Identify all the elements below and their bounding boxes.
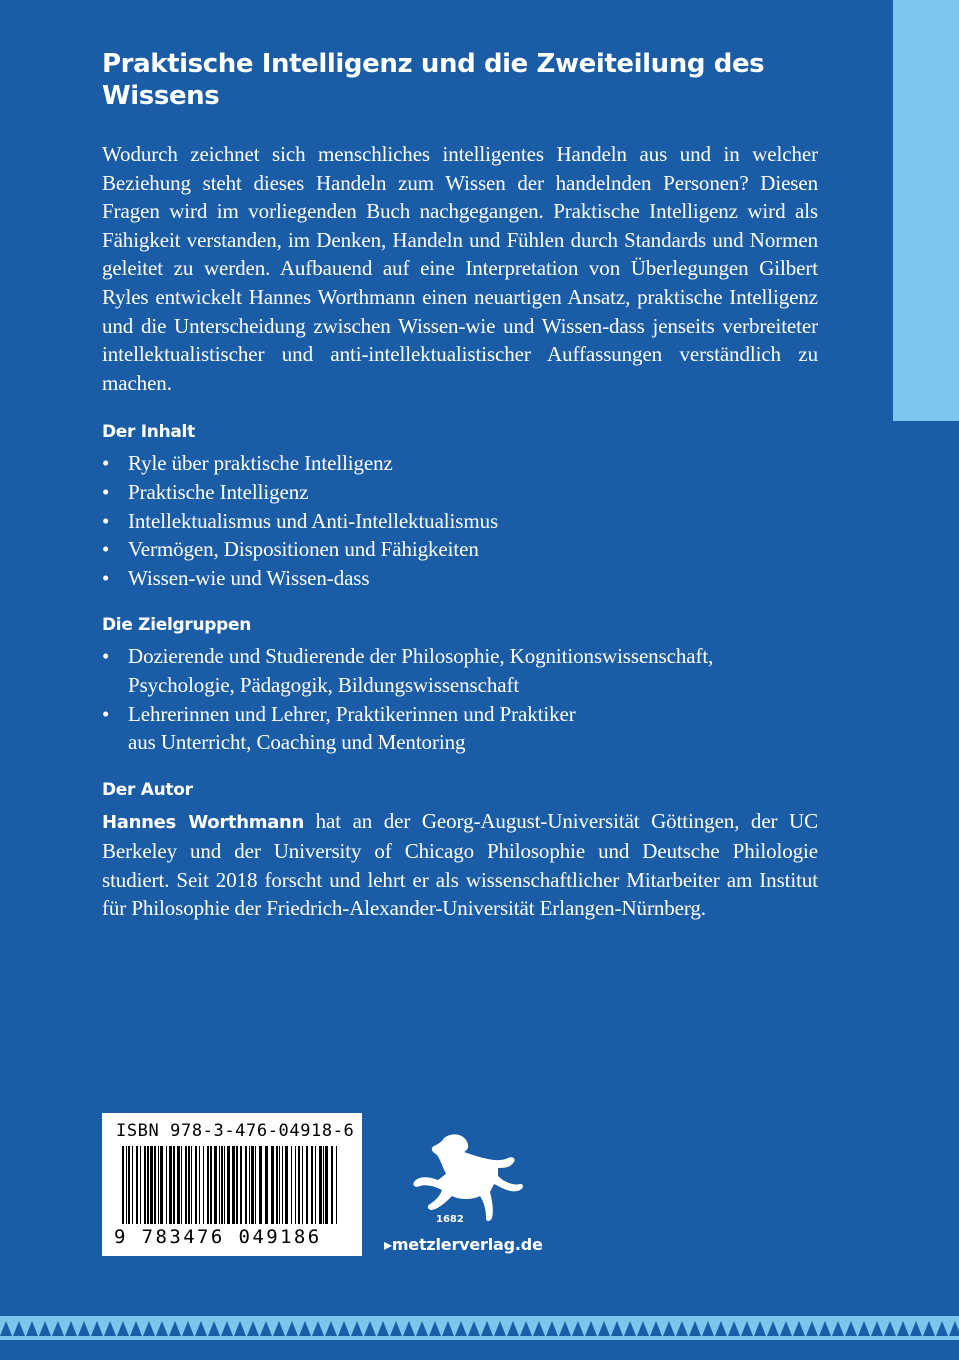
barcode-bar <box>306 1146 308 1224</box>
barcode-bar <box>271 1146 274 1224</box>
list-item: • Lehrerinnen und Lehrer, Praktikerinnen und Praktiker aus Unterricht, Coaching und Mentoring <box>102 701 576 755</box>
barcode-digits: 9 783476 049186 <box>114 1226 322 1248</box>
barcode-bar <box>295 1146 296 1224</box>
barcode-bar <box>311 1146 313 1224</box>
bullet-icon: • <box>102 701 110 726</box>
barcode-bar <box>285 1146 288 1224</box>
barcode-bar <box>136 1146 138 1224</box>
barcode-box <box>102 1113 362 1256</box>
barcode-bar <box>302 1146 303 1224</box>
list-item: • Wissen-wie und Wissen-dass <box>102 564 818 593</box>
list-item: • Praktische Intelligenz <box>102 478 818 507</box>
list-item: • Vermögen, Dispositionen und Fähigkeiten <box>102 535 818 564</box>
barcode-bar <box>140 1146 141 1224</box>
barcode-bar <box>259 1146 262 1224</box>
horse-logo-icon <box>400 1130 530 1225</box>
barcode-bar <box>315 1146 316 1224</box>
barcode-bar <box>203 1146 204 1224</box>
barcode-bar <box>232 1146 235 1224</box>
bullet-icon: • <box>102 565 110 590</box>
barcode-bar <box>219 1146 220 1224</box>
bullet-icon: • <box>102 479 110 504</box>
barcode-bar <box>251 1146 254 1224</box>
intro-paragraph: Wodurch zeichnet sich menschliches intelligentes Handeln aus und in welcher Beziehung steht dieses Handeln zum Wissen der handelnden Personen? Diesen Fragen wird im vorliegenden Buch nachgegangen. Praktische Intelligenz wird als Fähigkeit verstanden, im Denken, Handeln und Fühlen durch Standards und Normen geleitet zu werden. Aufbauend auf eine Interpretation von Überlegungen Gilbert Ryles entwickelt Hannes Worthmann einen neuartigen Ansatz, praktische Intelligenz und die Unterscheidung zwischen Wissen-wie und Wissen-dass jenseits verbreiteter intellektualistischer und anti-intellektualistischer Auffassungen verständlich zu machen. <box>102 142 818 395</box>
isbn-label: ISBN 978-3-476-04918-6 <box>116 1121 355 1141</box>
author-bio: hat an der Georg-August-Universität Göttingen, der UC Berkeley und der University of Chicago Philosophie und Deutsche Philologie studiert. Seit 2018 forscht und lehrt er als wissenschaftlicher Mitarbeiter am Institut für Philosophie der Friedrich-Alexander-Universität Erlangen-Nürnberg. <box>102 808 818 921</box>
inhalt-list <box>102 449 818 592</box>
barcode-bar <box>227 1146 230 1224</box>
barcode-bar <box>188 1146 190 1224</box>
barcode-bar <box>128 1146 130 1224</box>
barcode-bar <box>331 1146 333 1224</box>
zielgruppen-heading: Die Zielgruppen <box>102 615 252 636</box>
barcode-bar <box>160 1146 163 1224</box>
autor-heading: Der Autor <box>102 779 193 800</box>
barcode-bar <box>323 1146 324 1224</box>
barcode-bar <box>279 1146 280 1224</box>
barcode-bar <box>185 1146 187 1224</box>
author-paragraph <box>102 807 818 923</box>
decorative-border <box>0 1316 959 1340</box>
logo-year: 1682 <box>436 1214 464 1225</box>
barcode-bar <box>150 1146 153 1224</box>
barcode-bar <box>236 1146 238 1224</box>
barcode-bar <box>191 1146 192 1224</box>
barcode-bar <box>132 1146 133 1224</box>
list-item: • Dozierende und Studierende der Philosophie, Kognitionswissenschaft, Psychologie, Pädagogik, Bildungswissenschaft <box>102 644 714 697</box>
barcode-bar <box>325 1146 328 1224</box>
author-name: Hannes Worthmann <box>102 811 305 833</box>
barcode-bar <box>144 1146 146 1224</box>
list-item: • Intellektualismus und Anti-Intellektualismus <box>102 507 818 536</box>
book-title: Praktische Intelligenz und die Zweiteilung des Wissens <box>102 49 765 111</box>
barcode-bar <box>240 1146 242 1224</box>
bullet-icon: • <box>102 537 110 562</box>
barcode-bar <box>195 1146 197 1224</box>
barcode-bar <box>169 1146 172 1224</box>
barcode-bar <box>210 1146 212 1224</box>
barcode-bar <box>154 1146 156 1224</box>
barcode-bar <box>207 1146 209 1224</box>
barcode-bar <box>221 1146 223 1224</box>
accent-side-tab <box>893 0 959 421</box>
barcode-bar <box>199 1146 200 1224</box>
barcode-bar <box>336 1146 337 1224</box>
barcode-bar <box>319 1146 322 1224</box>
bullet-icon: • <box>102 451 110 476</box>
barcode-icon <box>122 1146 342 1226</box>
barcode-bar <box>126 1146 127 1224</box>
barcode-bar <box>177 1146 180 1224</box>
barcode-bar <box>276 1146 278 1224</box>
list-item: • Ryle über praktische Intelligenz <box>102 449 818 478</box>
back-cover-content <box>102 48 818 923</box>
zielgruppen-list <box>102 642 818 756</box>
barcode-bar <box>122 1146 124 1224</box>
barcode-bar <box>282 1146 283 1224</box>
barcode-bar <box>249 1146 250 1224</box>
inhalt-heading: Der Inhalt <box>102 422 195 443</box>
bullet-icon: • <box>102 644 110 669</box>
barcode-bar <box>245 1146 247 1224</box>
barcode-bar <box>224 1146 225 1224</box>
barcode-bar <box>265 1146 268 1224</box>
barcode-bar <box>147 1146 149 1224</box>
barcode-bar <box>255 1146 256 1224</box>
barcode-bar <box>173 1146 175 1224</box>
publisher-url[interactable]: ▸metzlerverlag.de <box>384 1235 543 1254</box>
barcode-bar <box>298 1146 300 1224</box>
bullet-icon: • <box>102 508 110 533</box>
barcode-bar <box>181 1146 182 1224</box>
barcode-bar <box>214 1146 217 1224</box>
barcode-bar <box>291 1146 292 1224</box>
barcode-bar <box>166 1146 167 1224</box>
barcode-bar <box>158 1146 159 1224</box>
